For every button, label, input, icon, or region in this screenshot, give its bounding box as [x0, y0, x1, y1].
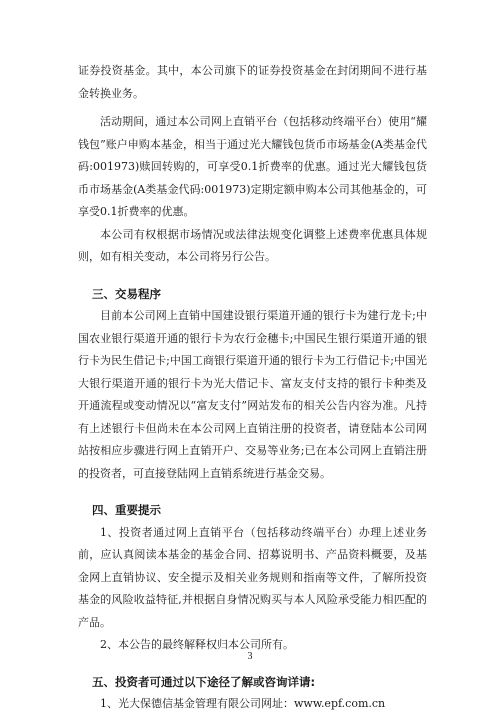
paragraph-promotion: 活动期间，通过本公司网上直销平台（包括移动终端平台）使用“耀钱包”账户申购本基金，相当于通过光大耀钱包货币市场基金(A类基金代码:001973)赎回转购的，可享受0.1折费率的优惠。通过光大耀钱包货币市场基金(A类基金代码:001973)定期定额申购本公司其他基金的，可享受0.1折费率的优惠。: [78, 115, 427, 218]
page-number: 3: [247, 651, 253, 662]
section-4-item-2: 2、本公告的最终解释权归本公司所有。: [100, 638, 294, 651]
section-5-title: 五、投资者可通过以下途径了解或咨询详请:: [92, 674, 316, 689]
section-5-item-1: 1、光大保德信基金管理有限公司网址：www.epf.com.cn: [100, 697, 386, 710]
paragraph-fund-conversion: 证券投资基金。其中，本公司旗下的证券投资基金在封闭期间不进行基金转换业务。: [78, 64, 427, 100]
paragraph-rights: 本公司有权根据市场情况或法律法规变化调整上述费率优惠具体规则，如有相关变动，本公司将另行公告。: [78, 227, 427, 263]
section-3-title: 三、交易程序: [92, 286, 161, 301]
section-4-title: 四、重要提示: [92, 503, 161, 517]
document-body: [78, 60, 427, 716]
section-4-item-1: 1、投资者通过网上直销平台（包括移动终端平台）办理上述业务前，应认真阅读本基金的基金合同、招募说明书、产品资料概要，及基金网上直销协议、安全提示及相关业务规则和指南等文件，了解所投资基金的风险收益特征,并根据自身情况购买与本人风险承受能力相匹配的产品。: [78, 525, 427, 629]
section-3-body: 目前本公司网上直销中国建设银行渠道开通的银行卡为建行龙卡;中国农业银行渠道开通的银行卡为农行金穗卡;中国民生银行渠道开通的银行卡为民生借记卡;中国工商银行渠道开通的银行卡为工行借记卡;中国光大银行渠道开通的银行卡为光大借记卡、富友支付支持的银行卡种类及开通流程或变动情况以“富友支付”网站发布的相关公告内容为准。凡持有上述银行卡但尚未在本公司网上直销注册的投资者，请登陆本公司网站按相应步骤进行网上直销开户、交易等业务;已在本公司网上直销注册的投资者，可直接登陆网上直销系统进行基金交易。: [78, 309, 427, 480]
